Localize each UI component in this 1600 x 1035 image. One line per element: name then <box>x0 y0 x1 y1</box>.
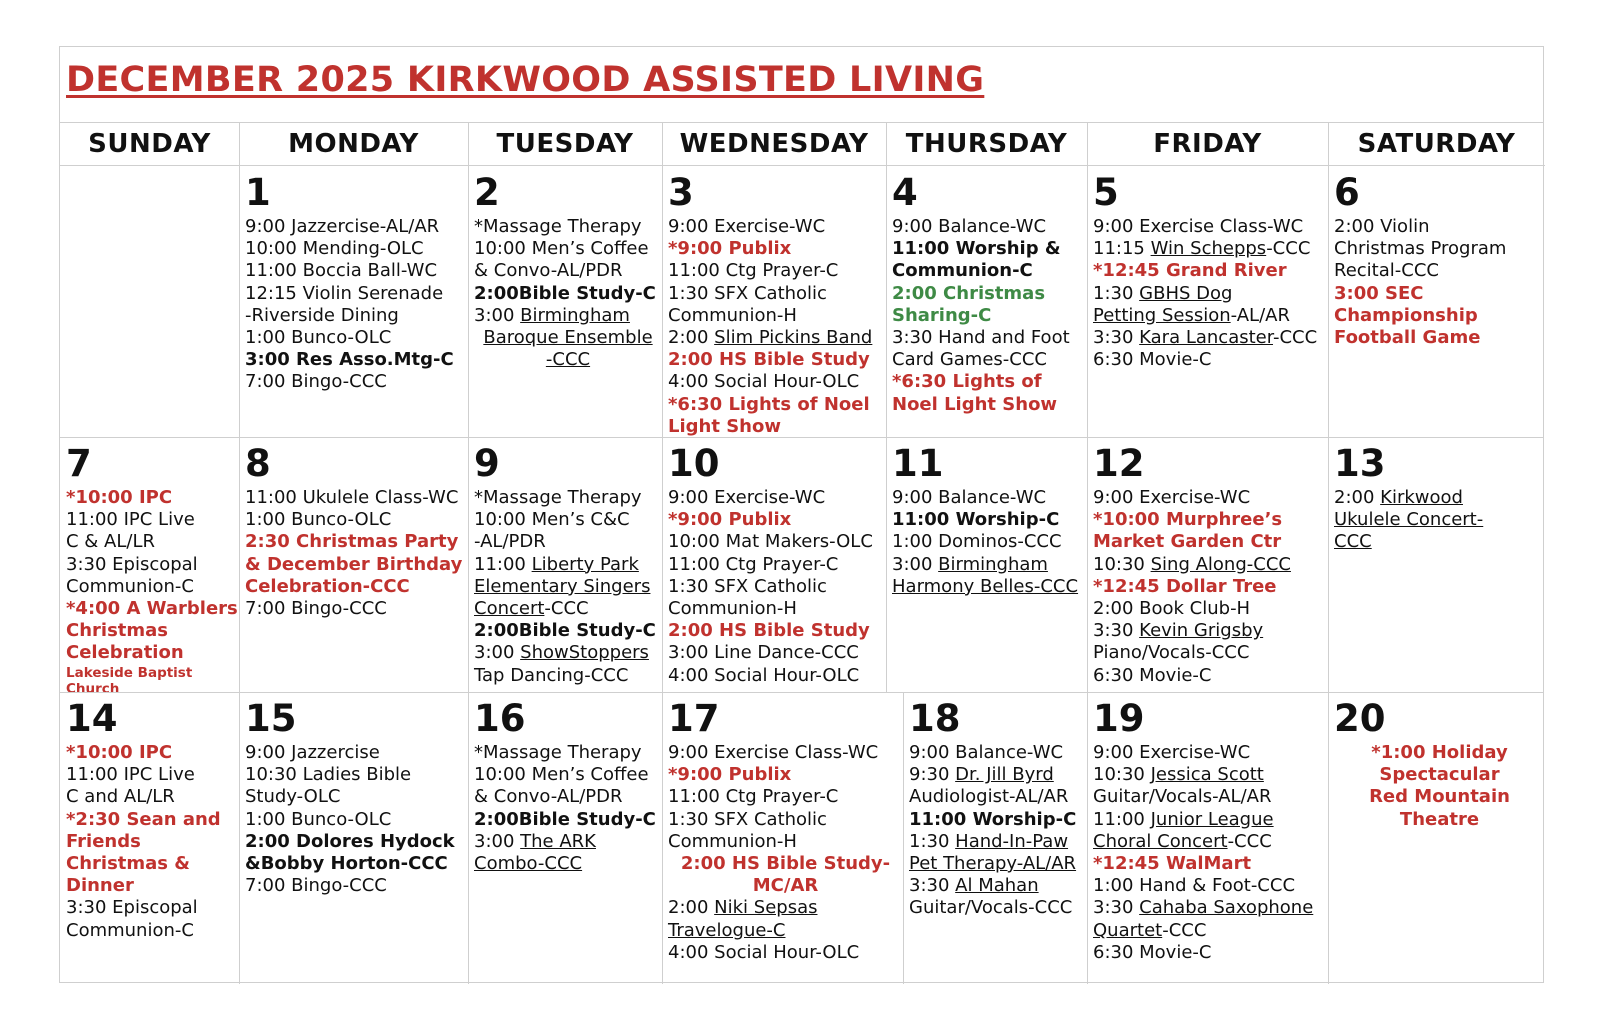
event-list <box>892 216 1087 416</box>
event-location: -AL/AR <box>1230 304 1290 326</box>
day-cell-15 <box>239 692 468 984</box>
event-performer: Al Mahan <box>955 875 1039 897</box>
day-number: 4 <box>892 171 918 214</box>
event-line: Lakeside Baptist <box>66 664 193 681</box>
event-line <box>474 327 662 349</box>
day-number: 14 <box>66 697 118 740</box>
event-line: Card Games-CCC <box>892 349 1047 371</box>
day-number: 8 <box>245 442 271 485</box>
event-line: Christmas Program <box>1334 238 1507 260</box>
event-line: 1:30 SFX Catholic <box>668 282 827 304</box>
event-time: 3:30 <box>1093 897 1140 919</box>
day-cell-20 <box>1328 692 1545 984</box>
event-line: Dinner <box>66 875 134 897</box>
event-list <box>474 216 662 371</box>
event-line: 7:00 Bingo-CCC <box>245 875 387 897</box>
event-performer: Birmingham <box>520 304 630 326</box>
title-bar <box>60 47 1543 123</box>
event-line: Spectacular <box>1379 764 1500 786</box>
day-number: 19 <box>1093 697 1145 740</box>
event-performer: Niki Sepsas <box>714 897 818 919</box>
day-number: 5 <box>1093 171 1119 214</box>
event-list <box>1334 742 1545 831</box>
event-line: *2:30 Sean and <box>66 808 221 830</box>
event-performer: Birmingham <box>938 553 1048 575</box>
day-header-monday: MONDAY <box>239 123 468 166</box>
event-line: *9:00 Publix <box>668 764 792 786</box>
event-location: -CCC <box>1266 238 1311 260</box>
day-cell-8 <box>239 437 468 692</box>
event-list <box>474 487 662 687</box>
day-cell-10 <box>662 437 886 692</box>
day-cell-14 <box>60 692 239 984</box>
event-performer: Harmony Belles-CCC <box>892 575 1079 597</box>
event-line: Piano/Vocals-CCC <box>1093 642 1250 664</box>
event-line <box>1093 920 1328 942</box>
event-line: 2:00 Violin <box>1334 216 1430 237</box>
calendar-title: DECEMBER 2025 KIRKWOOD ASSISTED LIVING <box>66 60 985 100</box>
event-line: *6:30 Lights of Noel <box>668 393 870 415</box>
event-time: 2:00 <box>668 327 715 349</box>
event-line: 12:15 Violin Serenade <box>245 282 444 304</box>
event-line: Market Garden Ctr <box>1093 531 1282 553</box>
event-time: 3:30 <box>1093 620 1140 642</box>
event-line: C & AL/LR <box>66 531 155 553</box>
event-line: *9:00 Publix <box>668 238 792 260</box>
event-line: 4:00 Social Hour-OLC <box>668 941 860 963</box>
event-performer: Kevin Grigsby <box>1139 620 1264 642</box>
event-line: 2:00 Dolores Hydock <box>245 830 455 852</box>
event-performer: Kara Lancaster <box>1139 327 1273 349</box>
event-time: 3:30 <box>909 875 956 897</box>
event-time: 3:00 <box>474 642 521 664</box>
event-performer: Hand-In-Paw <box>955 830 1069 852</box>
day-header-saturday: SATURDAY <box>1328 123 1545 166</box>
event-line: 1:30 SFX Catholic <box>668 575 827 597</box>
event-time: 2:00 <box>1334 487 1381 508</box>
day-number: 2 <box>474 171 500 214</box>
event-line: 1:00 Hand & Foot-CCC <box>1093 875 1296 897</box>
calendar <box>59 46 1544 983</box>
day-number: 7 <box>66 442 92 485</box>
event-line: 9:00 Exercise Class-WC <box>1093 216 1304 237</box>
event-list <box>668 487 886 687</box>
event-line: 11:00 Ctg Prayer-C <box>668 786 839 808</box>
event-line <box>909 831 1087 853</box>
event-line <box>909 853 1087 875</box>
event-line: 3:30 Episcopal <box>66 553 198 575</box>
event-line: Light Show <box>668 415 781 437</box>
event-line: 10:00 Men’s Coffee <box>474 764 649 786</box>
event-list <box>1093 216 1328 371</box>
event-line: & December Birthday <box>245 553 463 575</box>
event-time: 10:30 <box>1093 553 1151 575</box>
event-line: 6:30 Movie-C <box>1093 941 1212 963</box>
event-performer: Win Schepps <box>1150 238 1267 260</box>
event-line: *Massage Therapy <box>474 487 642 508</box>
event-line: 9:00 Exercise-WC <box>668 216 826 237</box>
event-line <box>474 642 662 664</box>
event-performer: Baroque Ensemble <box>483 327 653 349</box>
day-header-thursday: THURSDAY <box>886 123 1087 166</box>
event-performer: Dr. Jill Byrd <box>955 764 1054 786</box>
event-location: -CCC <box>544 598 589 620</box>
event-performer: Slim Pickins Band <box>714 327 873 349</box>
event-line: Communion-C <box>66 575 194 597</box>
event-line: Study-OLC <box>245 786 341 808</box>
event-list <box>1334 487 1545 554</box>
day-header-wednesday: WEDNESDAY <box>662 123 886 166</box>
event-line: Football Game <box>1334 327 1481 349</box>
event-line: Communion-H <box>668 598 797 620</box>
event-line: 2:00 HS Bible Study <box>668 620 870 642</box>
event-line <box>892 554 1087 576</box>
event-line <box>1334 509 1545 531</box>
event-line: 3:30 Hand and Foot <box>892 327 1070 349</box>
day-cell-11 <box>886 437 1087 692</box>
event-performer: Cahaba Saxophone <box>1139 897 1314 919</box>
event-line: Red Mountain <box>1369 786 1510 808</box>
event-line: Communion-C <box>66 919 194 941</box>
event-performer: Ukulele Concert- <box>1334 509 1484 531</box>
event-line <box>474 598 662 620</box>
event-time: 11:00 <box>1093 808 1151 830</box>
event-performer: The ARK <box>520 830 596 852</box>
event-performer: Choral Concert <box>1093 830 1228 852</box>
day-number: 10 <box>668 442 720 485</box>
day-cell-4 <box>886 166 1087 437</box>
event-line: 9:00 Balance-WC <box>892 216 1047 237</box>
empty-day-cell <box>60 166 239 437</box>
event-list <box>474 742 662 875</box>
event-performer: Jessica Scott <box>1150 764 1264 786</box>
event-performer: Combo-CCC <box>474 853 583 875</box>
event-list <box>892 487 1087 598</box>
day-cell-1 <box>239 166 468 437</box>
event-line: 1:30 SFX Catholic <box>668 808 827 830</box>
event-time: 11:15 <box>1093 238 1151 260</box>
event-line: 9:00 Exercise-WC <box>1093 487 1251 508</box>
event-performer: Elementary Singers <box>474 575 651 597</box>
event-list <box>66 487 239 692</box>
event-line: 9:00 Jazzercise <box>245 742 380 763</box>
event-line: & Convo-AL/PDR <box>474 786 623 808</box>
event-line: *10:00 Murphree’s <box>1093 509 1283 531</box>
event-line: Communion-C <box>892 260 1033 282</box>
event-line: & Convo-AL/PDR <box>474 260 623 282</box>
event-line: 2:00 HS Bible Study- <box>680 853 891 875</box>
day-cell-5 <box>1087 166 1328 437</box>
day-cell-17 <box>662 692 903 984</box>
event-line: Friends <box>66 830 141 852</box>
event-line <box>909 875 1087 897</box>
event-line: Noel Light Show <box>892 393 1058 415</box>
day-number: 11 <box>892 442 944 485</box>
event-line <box>474 576 662 598</box>
event-line: 11:00 Worship-C <box>892 509 1060 531</box>
event-line <box>1093 283 1328 305</box>
event-line: C and AL/LR <box>66 786 175 808</box>
day-number: 18 <box>909 697 961 740</box>
event-performer: Kirkwood <box>1380 487 1463 508</box>
day-number: 6 <box>1334 171 1360 214</box>
event-line: *Massage Therapy <box>474 742 642 763</box>
event-line: Communion-H <box>668 830 797 852</box>
event-list <box>909 742 1087 920</box>
event-performer: Pet Therapy-AL/AR <box>909 853 1077 875</box>
event-line: Theatre <box>1399 808 1480 830</box>
day-header-tuesday: TUESDAY <box>468 123 662 166</box>
day-number: 12 <box>1093 442 1145 485</box>
event-line: *9:00 Publix <box>668 509 792 531</box>
event-line: 7:00 Bingo-CCC <box>245 598 387 620</box>
event-performer: Junior League <box>1150 808 1274 830</box>
event-list <box>245 216 468 394</box>
day-cell-2 <box>468 166 662 437</box>
event-line: 3:00 SEC <box>1334 282 1424 304</box>
event-line: Communion-H <box>668 304 797 326</box>
event-time: 2:00 <box>668 897 715 919</box>
event-line: 1:00 Bunco-OLC <box>245 808 392 830</box>
event-line: Guitar/Vocals-CCC <box>909 897 1073 919</box>
event-line: Christmas & <box>66 853 190 875</box>
event-line: *12:45 Grand River <box>1093 260 1287 282</box>
day-cell-18 <box>903 692 1087 984</box>
event-line: Celebration-CCC <box>245 575 410 597</box>
day-number: 16 <box>474 697 526 740</box>
event-time: 3:00 <box>474 830 521 852</box>
event-line: 1:00 Bunco-OLC <box>245 327 392 349</box>
day-number: 15 <box>245 697 297 740</box>
day-number: 20 <box>1334 697 1386 740</box>
event-line <box>668 897 903 919</box>
event-location: -CCC <box>1162 919 1207 941</box>
event-line: 11:00 Worship & <box>892 238 1061 260</box>
event-line: 11:00 Ctg Prayer-C <box>668 260 839 282</box>
day-cell-19 <box>1087 692 1328 984</box>
event-line <box>1093 620 1328 642</box>
event-line: 11:00 Ctg Prayer-C <box>668 553 839 575</box>
event-line: &Bobby Horton-CCC <box>245 853 448 875</box>
event-line: *1:00 Holiday <box>1371 742 1508 763</box>
event-line: 10:00 Mending-OLC <box>245 238 424 260</box>
event-line <box>1093 831 1328 853</box>
event-line: 1:00 Bunco-OLC <box>245 509 392 531</box>
event-line: Tap Dancing-CCC <box>474 664 629 686</box>
event-performer: ShowStoppers <box>520 642 649 664</box>
event-list <box>66 742 239 942</box>
event-time: 10:30 <box>1093 764 1151 786</box>
event-line: 10:00 Mat Makers-OLC <box>668 531 873 553</box>
event-line: *6:30 Lights of <box>892 371 1042 393</box>
event-time: 3:00 <box>474 304 521 326</box>
event-line: 2:30 Christmas Party <box>245 531 459 553</box>
event-line: 11:00 Boccia Ball-WC <box>245 260 438 282</box>
day-header-friday: FRIDAY <box>1087 123 1328 166</box>
event-line <box>892 576 1087 598</box>
event-line <box>474 853 662 875</box>
event-line <box>1093 238 1328 260</box>
event-line: Celebration <box>66 642 184 664</box>
event-time: 1:30 <box>909 830 956 852</box>
event-line <box>1093 554 1328 576</box>
event-line: 9:00 Exercise-WC <box>1093 742 1251 763</box>
day-number: 1 <box>245 171 271 214</box>
event-line <box>1334 531 1545 553</box>
day-number: 9 <box>474 442 500 485</box>
event-list <box>668 216 886 437</box>
event-line <box>1093 327 1328 349</box>
event-time: 11:00 <box>474 553 532 575</box>
event-time: 9:30 <box>909 764 956 786</box>
event-line: Sharing-C <box>892 304 992 326</box>
event-line: 3:30 Episcopal <box>66 897 198 919</box>
event-line: 4:00 Social Hour-OLC <box>668 664 860 686</box>
event-line: 9:00 Balance-WC <box>909 742 1064 763</box>
event-line: Christmas <box>66 620 169 642</box>
event-line: 2:00Bible Study-C <box>474 620 656 642</box>
event-performer: Petting Session <box>1093 304 1231 326</box>
event-location: -CCC <box>1272 327 1318 349</box>
event-line: 10:00 Men’s C&C <box>474 509 630 531</box>
event-list <box>1093 487 1328 687</box>
event-list <box>245 487 468 620</box>
event-line <box>668 920 903 942</box>
day-cell-6 <box>1328 166 1545 437</box>
event-line: 2:00 HS Bible Study <box>668 349 870 371</box>
event-time: 1:30 <box>1093 282 1140 304</box>
day-cell-13 <box>1328 437 1545 692</box>
event-performer: -CCC <box>545 349 591 371</box>
event-line: 2:00Bible Study-C <box>474 808 656 830</box>
event-line <box>909 764 1087 786</box>
event-line: *12:45 WalMart <box>1093 853 1252 875</box>
event-line: 2:00Bible Study-C <box>474 282 656 304</box>
event-line: Championship <box>1334 304 1478 326</box>
event-line: 4:00 Social Hour-OLC <box>668 371 860 393</box>
event-line: -AL/PDR <box>474 531 546 553</box>
event-line: 3:00 Line Dance-CCC <box>668 642 859 664</box>
day-number: 17 <box>668 697 720 740</box>
event-line: 6:30 Movie-C <box>1093 349 1212 371</box>
event-line: 7:00 Bingo-CCC <box>245 371 387 393</box>
event-line: Church <box>66 680 120 692</box>
day-number: 3 <box>668 171 694 214</box>
event-line: 11:00 IPC Live <box>66 764 195 786</box>
event-line <box>474 831 662 853</box>
event-line: 1:00 Dominos-CCC <box>892 531 1062 553</box>
event-performer: Sing Along-CCC <box>1150 553 1291 575</box>
event-line <box>474 554 662 576</box>
event-performer: Travelogue-C <box>668 919 786 941</box>
event-line: 11:00 IPC Live <box>66 509 195 531</box>
event-line: 11:00 Worship-C <box>909 808 1077 830</box>
event-line <box>1093 809 1328 831</box>
event-line <box>1093 305 1328 327</box>
event-performer: Liberty Park <box>531 553 639 575</box>
event-performer: CCC <box>1334 531 1372 553</box>
event-line: 9:00 Balance-WC <box>892 487 1047 508</box>
day-cell-16 <box>468 692 662 984</box>
event-line: 2:00 Christmas <box>892 282 1046 304</box>
event-line <box>1093 897 1328 919</box>
event-line: 10:30 Ladies Bible <box>245 764 412 786</box>
event-line <box>474 349 662 371</box>
event-list <box>668 742 903 964</box>
event-line: 2:00 Book Club-H <box>1093 598 1251 620</box>
event-line: 9:00 Jazzercise-AL/AR <box>245 216 440 237</box>
event-line <box>474 305 662 327</box>
day-cell-7 <box>60 437 239 692</box>
event-line <box>1093 764 1328 786</box>
event-line: 11:00 Ukulele Class-WC <box>245 487 459 508</box>
event-line: 6:30 Movie-C <box>1093 664 1212 686</box>
event-list <box>245 742 468 897</box>
day-number: 13 <box>1334 442 1386 485</box>
event-line: *10:00 IPC <box>66 742 173 763</box>
event-performer: Concert <box>474 598 545 620</box>
day-cell-9 <box>468 437 662 692</box>
day-cell-12 <box>1087 437 1328 692</box>
event-line <box>668 327 886 349</box>
event-line: 9:00 Exercise-WC <box>668 487 826 508</box>
event-line: 9:00 Exercise Class-WC <box>668 742 879 763</box>
event-line: -Riverside Dining <box>245 304 399 326</box>
event-performer: Quartet <box>1093 919 1163 941</box>
event-line: 3:00 Res Asso.Mtg-C <box>245 349 454 371</box>
event-line: Recital-CCC <box>1334 260 1439 282</box>
event-time: 3:30 <box>1093 327 1140 349</box>
event-line <box>1334 487 1545 509</box>
event-performer: GBHS Dog <box>1139 282 1233 304</box>
event-location: -CCC <box>1227 830 1272 852</box>
event-line: *12:45 Dollar Tree <box>1093 575 1277 597</box>
event-line: *Massage Therapy <box>474 216 642 237</box>
event-time: 3:00 <box>892 553 939 575</box>
event-line: *10:00 IPC <box>66 487 173 508</box>
event-line: Audiologist-AL/AR <box>909 786 1069 808</box>
event-line: Guitar/Vocals-AL/AR <box>1093 786 1272 808</box>
event-list <box>1093 742 1328 964</box>
day-header-sunday: SUNDAY <box>60 123 239 166</box>
event-line: MC/AR <box>752 875 819 897</box>
event-line: 10:00 Men’s Coffee <box>474 238 649 260</box>
event-list <box>1334 216 1545 349</box>
event-line: *4:00 A Warblers <box>66 598 238 620</box>
day-cell-3 <box>662 166 886 437</box>
